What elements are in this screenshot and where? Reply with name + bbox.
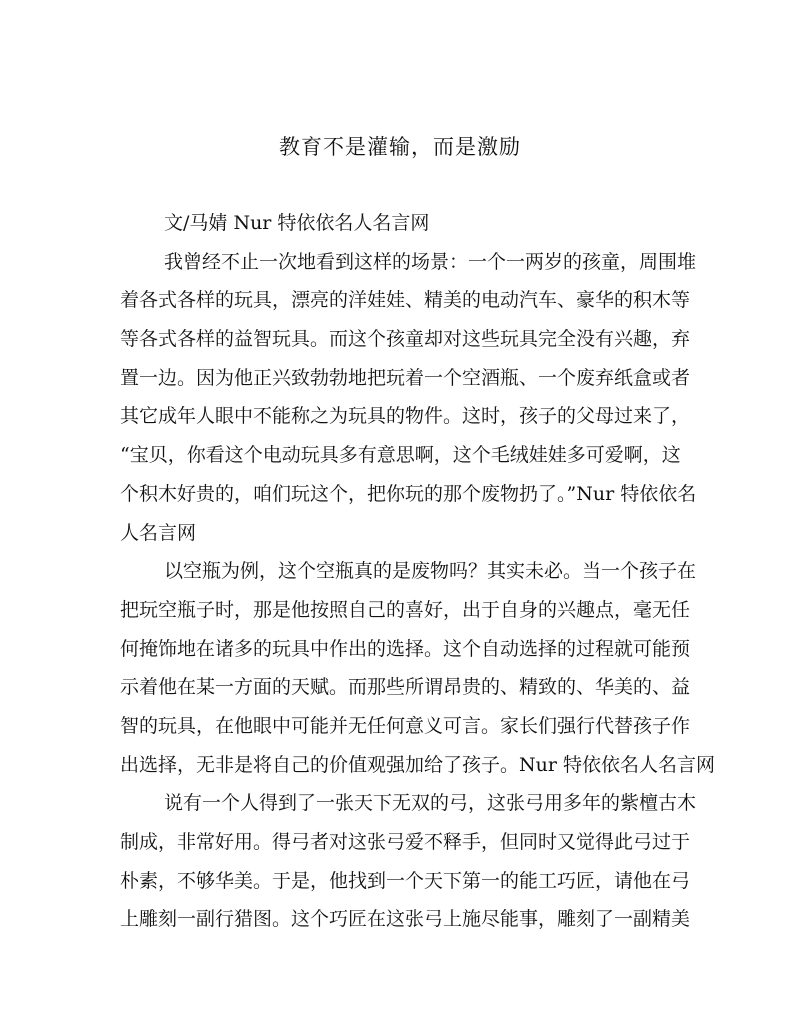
paragraph-line: 示着他在某一方面的天赋。而那些所谓昂贵的、精致的、华美的、益 [120,676,691,699]
byline: 文/马婧 Nur 特依依名人名言网 [164,212,430,234]
paragraph-1 [120,243,697,553]
paragraph-line: 着各式各样的玩具，漂亮的洋娃娃、精美的电动汽车、豪华的积木等 [120,289,691,312]
paragraph-line: 人名言网 [120,521,197,544]
page-title: 教育不是灌输，而是激励 [279,135,521,159]
paragraph-line: 智的玩具，在他眼中可能并无任何意义可言。家长们强行代替孩子作 [120,714,691,737]
paragraph-line: 置一边。因为他正兴致勃勃地把玩着一个空酒瓶、一个废弃纸盒或者 [120,366,691,389]
paragraph-line: 把玩空瓶子时，那是他按照自己的喜好，出于自身的兴趣点，毫无任 [120,598,691,621]
paragraph-line: 制成，非常好用。得弓者对这张弓爱不释手，但同时又觉得此弓过于 [120,831,691,853]
paragraph-line: 出选择，无非是将自己的价值观强加给了孩子。Nur 特依依名人名言网 [120,753,715,776]
paragraph-line: 其它成年人眼中不能称之为玩具的物件。这时，孩子的父母过来了， [120,405,691,428]
paragraph-line: “宝贝，你看这个电动玩具多有意思啊，这个毛绒娃娃多可爱啊，这 [120,444,681,467]
paragraph-line: 朴素，不够华美。于是，他找到一个天下第一的能工巧匠，请他在弓 [120,869,691,892]
paragraph-line: 上雕刻一副行猎图。这个巧匠在这张弓上施尽能事，雕刻了一副精美 [120,908,691,931]
paragraph-line: 以空瓶为例，这个空瓶真的是废物吗？其实未必。当一个孩子在 [164,560,697,583]
paragraph-3 [120,784,697,939]
paragraph-2 [120,552,715,784]
paragraph-line: 等各式各样的益智玩具。而这个孩童却对这些玩具完全没有兴趣，弃 [120,328,691,351]
article-body [120,204,715,939]
paragraph-line: 说有一个人得到了一张天下无双的弓，这张弓用多年的紫檀古木 [164,792,697,815]
paragraph-line: 我曾经不止一次地看到这样的场景：一个一两岁的孩童，周围堆 [164,250,697,273]
paragraph-line: 个积木好贵的，咱们玩这个，把你玩的那个废物扔了。”Nur 特依依名 [120,482,697,505]
paragraph-line: 何掩饰地在诸多的玩具中作出的选择。这个自动选择的过程就可能预 [120,637,691,660]
